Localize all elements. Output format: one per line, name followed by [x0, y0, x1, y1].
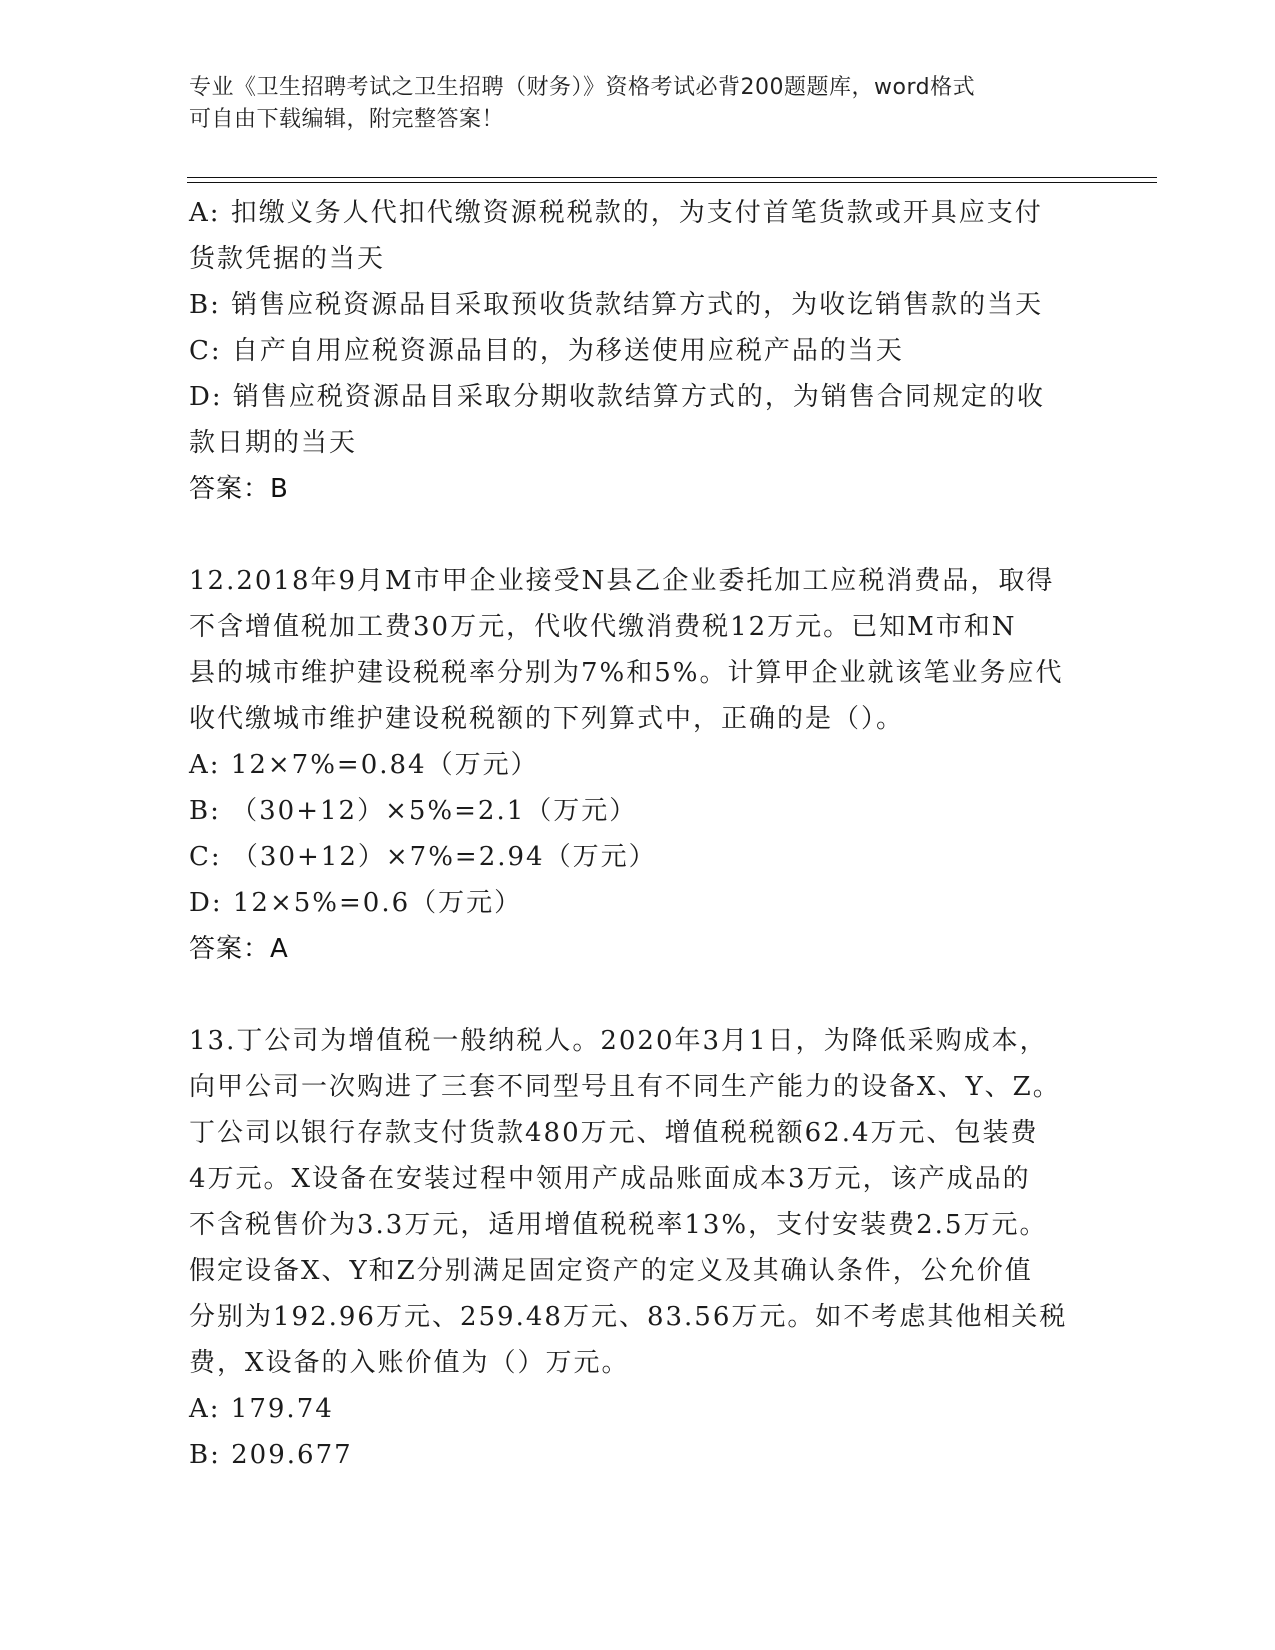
option-d-line-1: D: 销售应税资源品目采取分期收款结算方式的，为销售合同规定的收 [189, 382, 1045, 412]
answer-q12: 答案：A [189, 934, 289, 964]
question-13 [189, 1018, 1069, 1478]
option-d-line-2: 款日期的当天 [189, 428, 358, 458]
question-11-options [189, 190, 1069, 512]
option-a-line-1: A: 扣缴义务人代扣代缴资源税税款的，为支付首笔货款或开具应支付 [189, 198, 1043, 228]
question-12-text-line-3: 县的城市维护建设税税率分别为7%和5%。计算甲企业就该笔业务应代 [189, 658, 1064, 688]
option-c: C: （30+12）×7%=2.94（万元） [189, 842, 657, 872]
question-13-text-line-8: 费，X设备的入账价值为（）万元。 [189, 1348, 630, 1378]
question-12-text-line-1: 12.2018年9月M市甲企业接受N县乙企业委托加工应税消费品，取得 [189, 566, 1055, 596]
option-b: B: （30+12）×5%=2.1（万元） [189, 796, 638, 826]
option-a: A: 179.74 [189, 1394, 334, 1424]
question-13-text-line-3: 丁公司以银行存款支付货款480万元、增值税税额62.4万元、包装费 [189, 1118, 1039, 1148]
header-title-line-2: 可自由下载编辑，附完整答案！ [189, 107, 505, 132]
header-title-line-1: 专业《卫生招聘考试之卫生招聘（财务）》资格考试必背200题题库，word格式 [189, 75, 976, 100]
answer-q11: 答案：B [189, 474, 289, 504]
option-c: C: 自产自用应税资源品目的，为移送使用应税产品的当天 [189, 336, 904, 366]
question-13-text-line-1: 13.丁公司为增值税一般纳税人。2020年3月1日，为降低采购成本， [189, 1026, 1048, 1056]
question-13-text-line-4: 4万元。X设备在安装过程中领用产成品账面成本3万元，该产成品的 [189, 1164, 1031, 1194]
question-12-text-line-2: 不含增值税加工费30万元，代收代缴消费税12万元。已知M市和N [189, 612, 1017, 642]
question-13-text-line-6: 假定设备X、Y和Z分别满足固定资产的定义及其确认条件，公允价值 [189, 1256, 1033, 1286]
question-content [189, 190, 1069, 1478]
spacer [189, 972, 1069, 1018]
option-b: B: 销售应税资源品目采取预收货款结算方式的，为收讫销售款的当天 [189, 290, 1044, 320]
question-13-text-line-2: 向甲公司一次购进了三套不同型号且有不同生产能力的设备X、Y、Z。 [189, 1072, 1061, 1102]
question-12 [189, 558, 1069, 972]
question-13-text-line-7: 分别为192.96万元、259.48万元、83.56万元。如不考虑其他相关税 [189, 1302, 1068, 1332]
document-header [189, 72, 1069, 136]
header-divider-top [187, 177, 1157, 178]
question-13-text-line-5: 不含税售价为3.3万元，适用增值税税率13%，支付安装费2.5万元。 [189, 1210, 1048, 1240]
option-d: D: 12×5%=0.6（万元） [189, 888, 523, 918]
spacer [189, 512, 1069, 558]
question-12-text-line-4: 收代缴城市维护建设税税额的下列算式中，正确的是（）。 [189, 704, 905, 734]
option-b: B: 209.677 [189, 1440, 353, 1470]
option-a: A: 12×7%=0.84（万元） [189, 750, 539, 780]
header-divider-bottom [187, 182, 1157, 183]
option-a-line-2: 货款凭据的当天 [189, 244, 386, 274]
